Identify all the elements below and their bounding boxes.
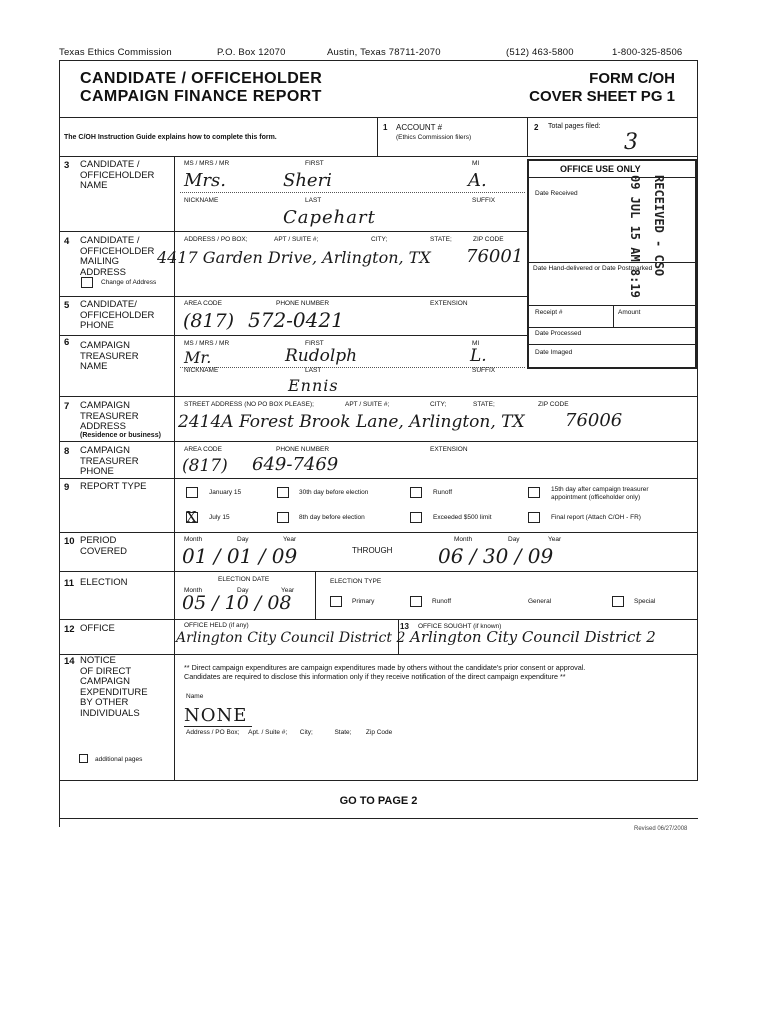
s14-address-label: Address / PO Box; Apt. / Suite #; City; State; Zip Code (186, 729, 393, 736)
s10-col-year2: Year (548, 536, 562, 543)
s11-right-border (697, 571, 698, 619)
agency-tollfree: 1-800-325-8506 (612, 47, 683, 58)
s8-divider (59, 478, 698, 479)
s3-col-mi: MI (472, 160, 480, 167)
report-jul15-label: July 15 (209, 514, 230, 521)
pages-left-border (527, 117, 528, 156)
footer-line (59, 818, 698, 819)
s12-col-held: OFFICE HELD (if any) (184, 622, 249, 629)
s6-col-first: FIRST (305, 340, 324, 347)
s6-last-value: Ennis (288, 376, 339, 395)
s10-through: THROUGH (352, 546, 393, 555)
agency-city: Austin, Texas 78711-2070 (327, 47, 441, 58)
s11-number: 11 (64, 578, 75, 589)
s8-col-phone: PHONE NUMBER (276, 446, 330, 453)
s9-divider (59, 532, 698, 533)
s14-label: NOTICE OF DIRECT CAMPAIGN EXPENDITURE BY OTHER INDIVIDUALS (80, 655, 148, 719)
account-label: ACCOUNT # (396, 123, 443, 132)
s4-zip-value: 76001 (466, 246, 524, 267)
instruction-text: The C/OH Instruction Guide explains how to complete this form. (64, 134, 277, 141)
s3-divider (59, 231, 527, 232)
s14-name-label: Name (186, 693, 204, 700)
s6-first-value: Rudolph (285, 346, 358, 366)
s3-col-suffix: SUFFIX (472, 197, 496, 204)
s10-col-year1: Year (283, 536, 297, 543)
form-left-border (59, 60, 60, 827)
report-runoff-checkbox[interactable] (410, 487, 422, 498)
s11-col-date: ELECTION DATE (218, 576, 270, 583)
s12-label: OFFICE (80, 623, 115, 634)
pages-filed-value: 3 (624, 130, 638, 155)
s3-col-first: FIRST (305, 160, 324, 167)
s8-col-ext: EXTENSION (430, 446, 468, 453)
account-left-border (377, 117, 378, 156)
s3-mi-value: A. (468, 170, 487, 191)
s9-label: REPORT TYPE (80, 481, 147, 492)
form-top-border (59, 60, 698, 61)
s4-divider (59, 296, 527, 297)
s14-number: 14 (64, 656, 75, 667)
election-runoff-checkbox[interactable] (410, 596, 422, 607)
s10-to-value: 06 / 30 / 09 (438, 544, 554, 568)
s12-s13-divider (398, 619, 399, 654)
s10-col-month2: Month (454, 536, 473, 543)
s11-col-month: Month (184, 587, 203, 594)
s3-prefix-value: Mrs. (184, 170, 226, 191)
additional-pages-label: additional pages (95, 756, 143, 763)
s7-divider (59, 441, 698, 442)
s13-number: 13 (400, 622, 409, 631)
s6-number: 6 (64, 337, 70, 348)
s12-right-border (697, 619, 698, 654)
s12-number: 12 (64, 624, 75, 635)
s3-number: 3 (64, 160, 70, 171)
account-sub: (Ethics Commission filers) (396, 134, 472, 141)
s7-col-apt: APT / SUITE #; (345, 401, 390, 408)
s12-held-value: Arlington City Council District 2 (176, 630, 406, 646)
report-jan15-label: January 15 (209, 489, 242, 496)
report-30th-checkbox[interactable] (277, 487, 289, 498)
account-divider (59, 156, 698, 157)
election-special-checkbox[interactable] (612, 596, 624, 607)
s14-notice-line1: ** Direct campaign expenditures are campaign expenditures made by others without the candidate's prior consent or approval. (184, 663, 586, 672)
hand-delivered-label: Date Hand-delivered or Date Postmarked (533, 265, 653, 272)
s4-col-state: STATE; (430, 236, 452, 243)
s3-dotted-line (180, 192, 525, 193)
s7-col-zip: ZIP CODE (538, 401, 569, 408)
s10-label: PERIOD COVERED (80, 535, 127, 557)
agency-name: Texas Ethics Commission (59, 47, 172, 58)
report-15th-label: 15th day after campaign treasurer appointment (officeholder only) (551, 486, 649, 501)
s6-col-nick: NICKNAME (184, 367, 219, 374)
s11-date-value: 05 / 10 / 08 (182, 592, 292, 614)
s4-address-value: 4417 Garden Drive, Arlington, TX (157, 248, 431, 267)
s9-right-border (697, 478, 698, 532)
s9-number: 9 (64, 482, 70, 493)
s13-sought-value: Arlington City Council District 2 (410, 628, 656, 646)
report-final-label: Final report (Attach C/OH - FR) (551, 514, 641, 521)
s10-right-border (697, 532, 698, 571)
s3-col-last: LAST (305, 197, 322, 204)
report-jul15-check-mark: X (186, 508, 197, 526)
s5-number: 5 (64, 300, 70, 311)
s5-label: CANDIDATE/ OFFICEHOLDER PHONE (80, 299, 155, 331)
date-imaged-label: Date Imaged (535, 349, 573, 356)
s10-col-day1: Day (237, 536, 249, 543)
s7-col-state: STATE; (473, 401, 495, 408)
s6-divider (59, 396, 698, 397)
date-received-line (529, 262, 696, 263)
s8-phone-value: 649-7469 (252, 454, 339, 475)
election-special-label: Special (634, 598, 656, 605)
s11-date-type-divider (315, 571, 316, 620)
s10-from-value: 01 / 01 / 09 (182, 544, 298, 568)
additional-pages-checkbox[interactable] (79, 754, 88, 763)
election-general-label: General (528, 598, 552, 605)
s6-col-last: LAST (305, 367, 322, 374)
s11-divider (59, 619, 698, 620)
report-30th-label: 30th day before election (299, 489, 369, 496)
s11-col-year: Year (281, 587, 295, 594)
s7-zip-value: 76006 (565, 410, 623, 431)
go-to-page-2: GO TO PAGE 2 (339, 795, 418, 807)
s7-sub: (Residence or business) (80, 432, 161, 439)
election-primary-label: Primary (352, 598, 375, 605)
date-received-label: Date Received (535, 190, 578, 197)
agency-phone: (512) 463-5800 (506, 47, 574, 58)
s5-col-area: AREA CODE (184, 300, 222, 307)
s3-col-prefix: MS / MRS / MR (184, 160, 230, 167)
report-500-label: Exceeded $500 limit (433, 514, 492, 521)
s6-col-mi: MI (472, 340, 480, 347)
s14-name-underline (184, 726, 252, 727)
amount-label: Amount (618, 309, 641, 316)
title-divider (59, 117, 698, 118)
s4-label: CANDIDATE / OFFICEHOLDER MAILING ADDRESS (80, 235, 155, 278)
s3-last-value: Capehart (283, 207, 376, 228)
s6-col-suffix: SUFFIX (472, 367, 496, 374)
received-stamp-line2: 09 JUL 15 AM 8:19 (628, 175, 642, 298)
processed-line (529, 344, 696, 345)
s7-address-value: 2414A Forest Brook Lane, Arlington, TX (178, 412, 525, 432)
s5-divider (59, 335, 527, 336)
s7-s8-right-border (697, 396, 698, 478)
election-primary-checkbox[interactable] (330, 596, 342, 607)
s3-col-nick: NICKNAME (184, 197, 219, 204)
office-use-title: OFFICE USE ONLY (560, 164, 641, 174)
po-box: P.O. Box 12070 (217, 47, 286, 58)
s10-number: 10 (64, 536, 75, 547)
receipt-amount-divider (613, 305, 614, 327)
election-runoff-label: Runoff (432, 598, 452, 605)
date-processed-label: Date Processed (535, 330, 582, 337)
form-title-line2: CAMPAIGN FINANCE REPORT (80, 88, 322, 105)
s8-col-area: AREA CODE (184, 446, 222, 453)
s10-col-month1: Month (184, 536, 203, 543)
pages-number-label: 2 (534, 123, 539, 132)
s11-col-day: Day (237, 587, 249, 594)
received-stamp-line1: RECEIVED - CSO (652, 175, 666, 277)
s5-col-phone: PHONE NUMBER (276, 300, 330, 307)
s11-col-type: ELECTION TYPE (330, 578, 382, 585)
report-15th-checkbox[interactable] (528, 487, 540, 498)
s14-name-value: NONE (184, 705, 248, 726)
s3-first-value: Sheri (283, 170, 332, 191)
report-jan15-checkbox[interactable] (186, 487, 198, 498)
cover-sheet-label: COVER SHEET PG 1 (529, 88, 675, 105)
report-runoff-label: Runoff (433, 489, 453, 496)
s14-divider (59, 780, 698, 781)
s6-col-prefix: MS / MRS / MR (184, 340, 230, 347)
s3-label: CANDIDATE / OFFICEHOLDER NAME (80, 159, 155, 191)
office-use-title-line (529, 177, 696, 178)
change-of-address-label: Change of Address (101, 279, 157, 286)
s7-col-addr: STREET ADDRESS (NO PO BOX PLEASE); (184, 401, 314, 408)
s4-col-city: CITY; (371, 236, 388, 243)
s14-notice-line2: Candidates are required to disclose this information only if they receive notification of the direct campaign expenditure ** (184, 672, 566, 681)
s4-number: 4 (64, 236, 70, 247)
account-number-label: 1 (383, 123, 388, 132)
form-id: FORM C/OH (589, 70, 675, 87)
revised-date: Revised 06/27/2008 (634, 826, 688, 832)
s12-divider (59, 654, 698, 655)
report-500-checkbox[interactable] (410, 512, 422, 523)
s6-prefix-value: Mr. (184, 348, 212, 367)
report-8th-label: 8th day before election (299, 514, 365, 521)
s4-col-addr: ADDRESS / PO BOX; (184, 236, 248, 243)
s10-col-day2: Day (508, 536, 520, 543)
receipt-label: Receipt # (535, 309, 563, 316)
s5-phone-value: 572-0421 (248, 308, 344, 332)
pages-label: Total pages filed: (548, 123, 601, 130)
s14-right-border (697, 654, 698, 780)
s11-label: ELECTION (80, 577, 128, 588)
s4-col-apt: APT / SUITE #; (274, 236, 319, 243)
s8-label: CAMPAIGN TREASURER PHONE (80, 445, 139, 477)
s6-mi-value: L. (470, 346, 487, 366)
s8-area-value: (817) (182, 456, 228, 476)
s8-number: 8 (64, 446, 70, 457)
report-final-checkbox[interactable] (528, 512, 540, 523)
s13-col-sought: OFFICE SOUGHT (if known) (418, 623, 502, 630)
report-8th-checkbox[interactable] (277, 512, 289, 523)
s7-col-city: CITY; (430, 401, 447, 408)
s6-label: CAMPAIGN TREASURER NAME (80, 340, 139, 372)
s5-col-ext: EXTENSION (430, 300, 468, 307)
form-title-line1: CANDIDATE / OFFICEHOLDER (80, 70, 323, 87)
s7-number: 7 (64, 401, 70, 412)
s5-area-value: (817) (183, 310, 235, 332)
s10-divider (59, 571, 698, 572)
receipt-line (529, 327, 696, 328)
change-of-address-checkbox[interactable] (81, 277, 93, 288)
s7-label: CAMPAIGN TREASURER ADDRESS (80, 400, 139, 432)
s4-col-zip: ZIP CODE (473, 236, 504, 243)
